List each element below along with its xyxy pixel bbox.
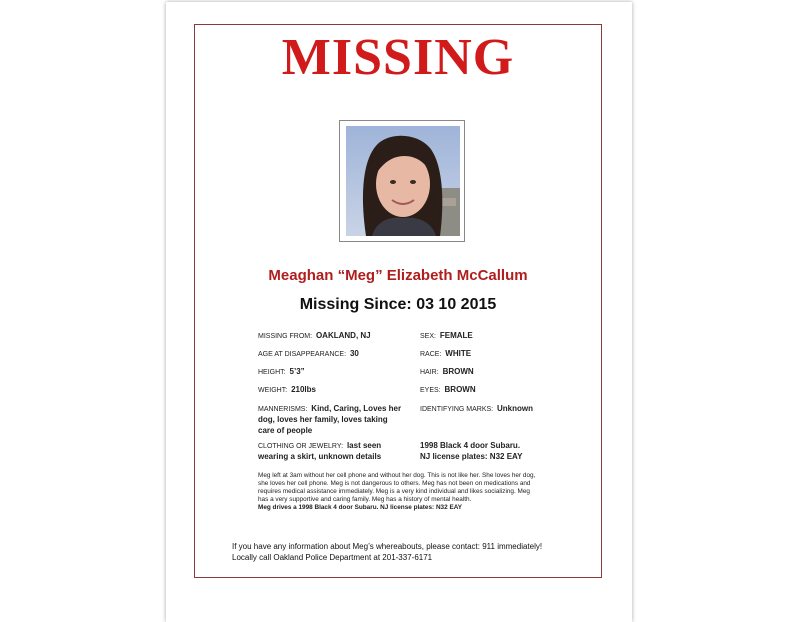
- description-line: she loves her cell phone. Meg is not dangerous to others. Meg has not been on medications and: [258, 480, 531, 487]
- contact-line: If you have any information about Meg’s whereabouts, please contact: 911 immediately!: [232, 542, 543, 551]
- contact-info: [232, 541, 592, 563]
- description-paragraph: [258, 472, 574, 512]
- contact-line: Locally call Oakland Police Department at 201-337-6171: [232, 553, 433, 562]
- height-field: [258, 367, 305, 378]
- eyes-field: [420, 385, 476, 396]
- race-field: [420, 349, 471, 360]
- person-photo: [346, 126, 460, 236]
- field-value: 30: [349, 349, 359, 358]
- field-value: 5’3”: [289, 367, 305, 376]
- clothing-field: [258, 441, 418, 463]
- field-label: SEX:: [420, 333, 436, 340]
- field-value: FEMALE: [439, 331, 473, 340]
- description-line: requires medical assistance immediately. Meg is a very kind individual and likes socializing. Meg: [258, 488, 530, 495]
- vehicle-field: [420, 441, 522, 463]
- field-value: wearing a skirt, unknown details: [258, 452, 382, 461]
- field-label: CLOTHING OR JEWELRY:: [258, 443, 344, 450]
- field-label: MISSING FROM:: [258, 333, 313, 340]
- field-label: HEIGHT:: [258, 369, 286, 376]
- field-label: EYES:: [420, 387, 441, 394]
- person-name: Meaghan “Meg” Elizabeth McCallum: [268, 267, 528, 284]
- field-label: MANNERISMS:: [258, 406, 308, 413]
- vehicle-line: NJ license plates: N32 EAY: [420, 452, 523, 461]
- field-value: dog, loves her family, loves taking: [258, 415, 388, 424]
- description-line: has a very supportive and caring family. Meg has a history of mental health.: [258, 496, 472, 503]
- field-value: 210lbs: [291, 385, 316, 394]
- field-label: IDENTIFYING MARKS:: [420, 406, 494, 413]
- field-value: BROWN: [442, 367, 474, 376]
- field-label: WEIGHT:: [258, 387, 288, 394]
- poster-title: MISSING: [281, 29, 515, 86]
- description-line: Meg left at 3am without her cell phone and without her dog. This is not like her. She loves her dog,: [258, 472, 536, 479]
- field-value: care of people: [258, 426, 313, 435]
- field-label: AGE AT DISAPPEARANCE:: [258, 351, 347, 358]
- sex-field: [420, 331, 473, 342]
- missing-since: Missing Since: 03 10 2015: [299, 296, 497, 313]
- field-value: Kind, Caring, Loves her: [311, 404, 402, 413]
- field-value: WHITE: [445, 349, 472, 358]
- vehicle-line: 1998 Black 4 door Subaru.: [420, 441, 521, 450]
- mannerisms-field: [258, 404, 418, 437]
- field-value: Unknown: [497, 404, 534, 413]
- weight-field: [258, 385, 316, 396]
- hair-field: [420, 367, 474, 378]
- field-label: HAIR:: [420, 369, 439, 376]
- field-value: last seen: [346, 441, 382, 450]
- age-field: [258, 349, 359, 360]
- field-value: BROWN: [444, 385, 476, 394]
- field-value: OAKLAND, NJ: [315, 331, 371, 340]
- photo-frame: [339, 120, 465, 242]
- identifying-marks-field: [420, 404, 533, 415]
- description-line: Meg drives a 1998 Black 4 door Subaru. NJ license plates: N32 EAY: [258, 504, 462, 511]
- missing-from-field: [258, 331, 371, 342]
- field-label: RACE:: [420, 351, 442, 358]
